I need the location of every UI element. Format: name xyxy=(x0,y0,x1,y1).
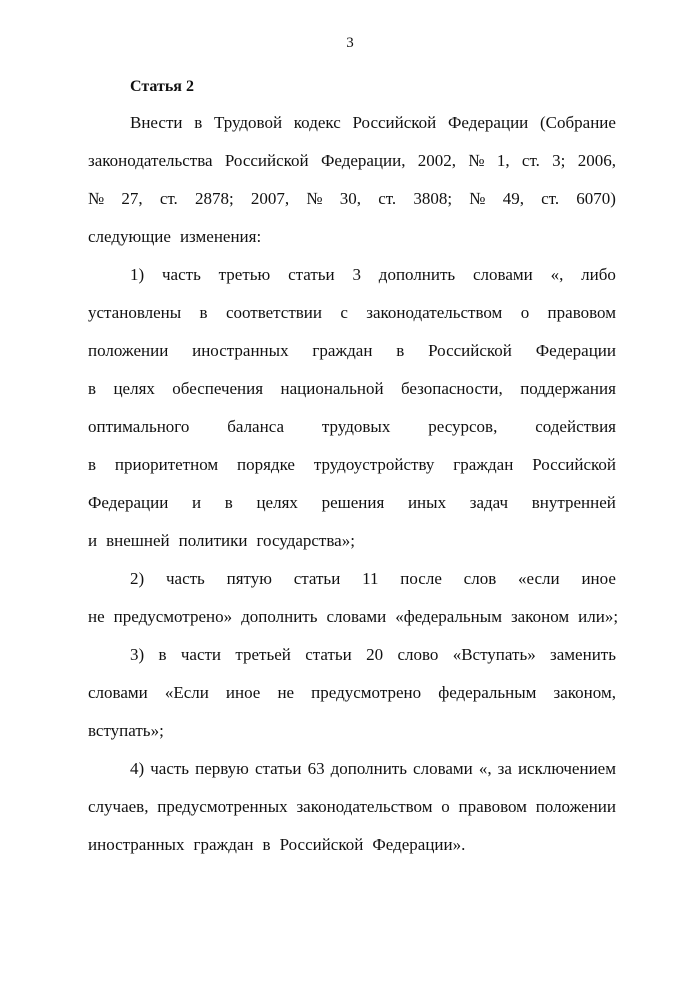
word: после xyxy=(400,569,442,588)
word: с xyxy=(340,303,348,322)
word: граждан xyxy=(312,341,373,360)
word: целях xyxy=(113,379,155,398)
word: либо xyxy=(581,265,616,284)
word: в xyxy=(199,303,208,322)
word: часть xyxy=(150,759,190,778)
word: в xyxy=(194,113,203,132)
word: в xyxy=(158,645,167,664)
word: 3 xyxy=(352,265,361,284)
word: «, xyxy=(550,265,564,284)
text-line xyxy=(130,265,616,285)
word: предусмотрено» xyxy=(113,607,233,626)
word: внутренней xyxy=(531,493,616,512)
word: № xyxy=(469,189,486,208)
text-line xyxy=(88,835,616,855)
word: ресурсов, xyxy=(428,417,498,436)
text-line xyxy=(88,379,616,399)
word: Российской xyxy=(428,341,512,360)
word: граждан xyxy=(453,455,514,474)
word: иное xyxy=(581,569,616,588)
word: случаев, xyxy=(88,797,149,816)
word: соответствии xyxy=(225,303,322,322)
word: ст. xyxy=(521,151,540,170)
word: Российской xyxy=(224,151,309,170)
word: в xyxy=(396,341,405,360)
word: 49, xyxy=(502,189,524,208)
word: ст. xyxy=(541,189,560,208)
word: «федеральным xyxy=(395,607,502,626)
word: словами xyxy=(326,607,387,626)
word: за xyxy=(497,759,512,778)
word: 1) xyxy=(130,265,145,284)
text-line xyxy=(88,341,616,361)
word: предусмотренных xyxy=(157,797,288,816)
word: «Если xyxy=(164,683,209,702)
word: государства»; xyxy=(256,531,355,550)
word: исключением xyxy=(517,759,616,778)
word: «Вступать» xyxy=(452,645,536,664)
word: иностранных xyxy=(192,341,289,360)
word: трудовых xyxy=(321,417,391,436)
word: Трудовой xyxy=(213,113,283,132)
word: и xyxy=(88,531,98,550)
word: иное xyxy=(225,683,261,702)
word: 63 xyxy=(307,759,325,778)
word: 4) xyxy=(130,759,145,778)
word: следующие xyxy=(88,227,171,246)
word: обеспечения xyxy=(172,379,264,398)
word: приоритетном xyxy=(114,455,219,474)
word: законодательства xyxy=(88,151,213,170)
text-line xyxy=(88,303,616,323)
word: оптимального xyxy=(88,417,190,436)
word: установлены xyxy=(88,303,182,322)
word: 1, xyxy=(496,151,510,170)
word: Федерации xyxy=(88,493,169,512)
word: словами xyxy=(413,759,473,778)
text-line xyxy=(130,113,616,133)
word: предусмотрено xyxy=(311,683,422,702)
word: Российской xyxy=(532,455,616,474)
word: порядке xyxy=(237,455,295,474)
word: о xyxy=(441,797,450,816)
word: Федерации, xyxy=(320,151,406,170)
word: правовом xyxy=(458,797,527,816)
text-line xyxy=(130,569,616,589)
word: положении xyxy=(535,797,616,816)
word: и xyxy=(191,493,202,512)
word: 11 xyxy=(362,569,379,588)
word: положении xyxy=(88,341,169,360)
word: правовом xyxy=(547,303,616,322)
word: 2002, xyxy=(417,151,457,170)
text-line xyxy=(88,493,616,513)
word: Российской xyxy=(352,113,437,132)
word: статьи xyxy=(305,645,352,664)
text-line xyxy=(88,721,616,741)
word: часть xyxy=(165,569,205,588)
word: политики xyxy=(178,531,248,550)
word: 6070) xyxy=(576,189,616,208)
word: 3) xyxy=(130,645,145,664)
word: в xyxy=(88,455,97,474)
word: 2878; xyxy=(195,189,234,208)
word: № xyxy=(306,189,323,208)
word: законодательством xyxy=(366,303,503,322)
word: дополнить xyxy=(330,759,407,778)
word: 20 xyxy=(366,645,384,664)
word: безопасности, xyxy=(400,379,503,398)
word: 3; xyxy=(552,151,566,170)
word: национальной xyxy=(280,379,384,398)
word: поддержания xyxy=(520,379,616,398)
text-line xyxy=(88,797,616,817)
word: Российской xyxy=(279,835,364,854)
word: не xyxy=(277,683,295,702)
word: первую xyxy=(195,759,249,778)
text-line xyxy=(88,417,616,437)
word: словами xyxy=(473,265,533,284)
word: дополнить xyxy=(241,607,318,626)
word: статьи xyxy=(293,569,341,588)
text-line xyxy=(88,607,619,627)
word: 3808; xyxy=(413,189,453,208)
word: Федерации xyxy=(535,341,616,360)
word: в xyxy=(262,835,271,854)
word: «, xyxy=(478,759,492,778)
word: третью xyxy=(218,265,271,284)
word: или»; xyxy=(578,607,619,626)
text-line xyxy=(130,759,616,779)
word: иностранных xyxy=(88,835,185,854)
word: о xyxy=(520,303,530,322)
word: не xyxy=(88,607,105,626)
word: статьи xyxy=(288,265,335,284)
word: ст. xyxy=(378,189,397,208)
word: задач xyxy=(469,493,509,512)
word: содействия xyxy=(535,417,616,436)
word: решения xyxy=(321,493,385,512)
word: изменения: xyxy=(179,227,262,246)
word: дополнить xyxy=(378,265,456,284)
word: слов xyxy=(463,569,497,588)
word: слово xyxy=(397,645,439,664)
word: части xyxy=(180,645,222,664)
word: Федерации». xyxy=(372,835,466,854)
text-line xyxy=(130,645,616,665)
word: в xyxy=(224,493,233,512)
text-line xyxy=(88,189,616,209)
word: № xyxy=(88,189,105,208)
article-heading: Статья 2 xyxy=(130,78,194,95)
word: (Собрание xyxy=(540,113,616,132)
word: Федерации xyxy=(447,113,529,132)
word: федеральным xyxy=(438,683,537,702)
word: третьей xyxy=(235,645,291,664)
word: статьи xyxy=(254,759,302,778)
text-line xyxy=(88,455,616,475)
word: трудоустройству xyxy=(313,455,435,474)
word: законом xyxy=(510,607,570,626)
word: 27, xyxy=(121,189,143,208)
word: кодекс xyxy=(293,113,341,132)
word: ст. xyxy=(159,189,178,208)
text-line xyxy=(88,227,616,247)
page-number: 3 xyxy=(346,35,354,51)
word: заменить xyxy=(550,645,616,664)
text-line xyxy=(88,151,616,171)
word: внешней xyxy=(106,531,170,550)
word: законом, xyxy=(553,683,616,702)
word: целях xyxy=(256,493,298,512)
word: в xyxy=(88,379,97,398)
word: иных xyxy=(407,493,447,512)
word: пятую xyxy=(226,569,272,588)
word: 30, xyxy=(339,189,362,208)
text-line xyxy=(88,531,616,551)
word: граждан xyxy=(193,835,254,854)
word: законодательством xyxy=(296,797,433,816)
word: 2) xyxy=(130,569,145,588)
word: Внести xyxy=(130,113,183,132)
word: вступать»; xyxy=(88,721,164,740)
word: часть xyxy=(162,265,201,284)
word: № xyxy=(468,151,485,170)
text-line xyxy=(88,683,616,703)
word: 2006, xyxy=(577,151,616,170)
word: словами xyxy=(88,683,148,702)
word: баланса xyxy=(227,417,285,436)
word: «если xyxy=(518,569,560,588)
word: 2007, xyxy=(250,189,290,208)
